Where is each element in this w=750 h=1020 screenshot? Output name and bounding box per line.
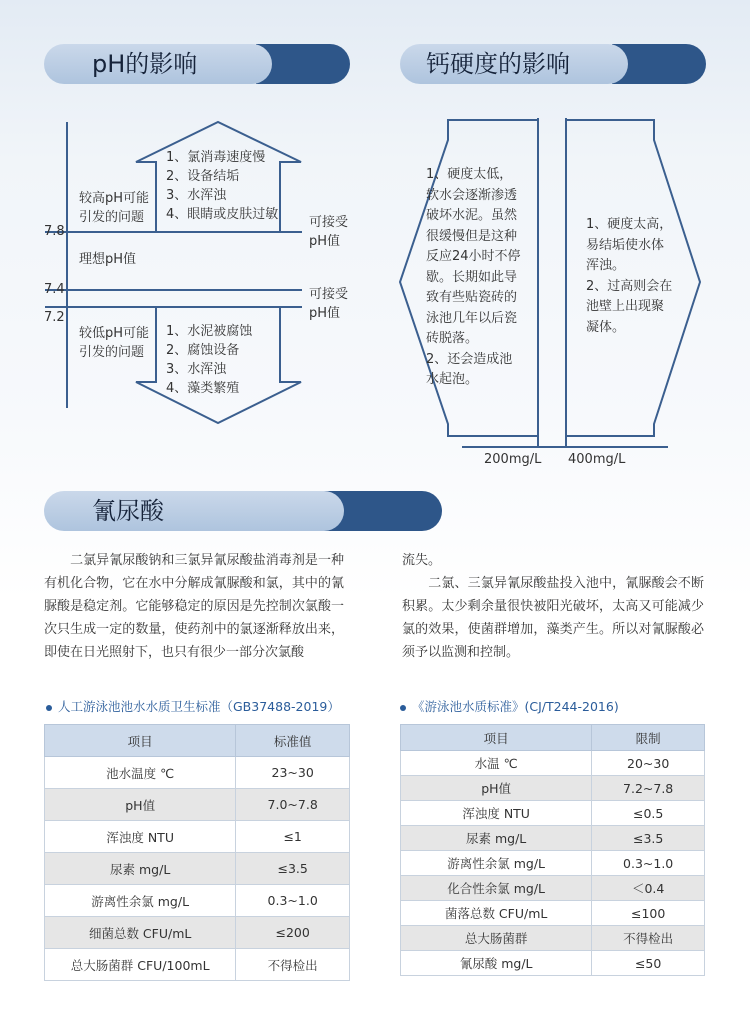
ph-acceptable-lower: 可接受 pH值 (309, 287, 349, 321)
table-row (45, 821, 350, 853)
cyanuric-banner (44, 491, 442, 531)
table-row (401, 901, 705, 926)
ph-tick-7-2: 7.2 (44, 310, 65, 325)
table-row (401, 876, 705, 901)
table-cell: ≤200 (236, 917, 350, 949)
table-cell: 0.3~1.0 (236, 885, 350, 917)
table-left-title-text: 人工游泳池池水水质卫生标准（GB37488-2019） (58, 699, 340, 714)
cyanuric-paragraph-right-start: 流失。 (402, 553, 442, 568)
ph-low-issue: 3、水浑浊 (166, 362, 227, 377)
table-left-title (46, 697, 340, 715)
table-cell: 总大肠菌群 CFU/100mL (45, 949, 236, 981)
table-cell: 池水温度 ℃ (45, 757, 236, 789)
ph-low-label: 较低pH可能 引发的问题 (79, 326, 150, 360)
ph-high-issue: 1、氯消毒速度慢 (166, 150, 266, 165)
ph-high-issue: 2、设备结垢 (166, 169, 240, 184)
table-cell: 7.0~7.8 (236, 789, 350, 821)
table-cell: 细菌总数 CFU/mL (45, 917, 236, 949)
cyanuric-paragraph-left: 二氯异氰尿酸钠和三氯异氰尿酸盐消毒剂是一种有机化合物，它在水中分解成氰脲酸和氯，其中的氰脲酸是稳定剂。它能够稳定的原因是先控制次氯酸一次只生成一定的数量，使药剂中的氯逐渐释放出来，即使在日光照射下，也只有很少一部分次氯酸 (44, 553, 344, 660)
table-row (401, 926, 705, 951)
ph-high-issue: 3、水浑浊 (166, 188, 227, 203)
table-row (45, 885, 350, 917)
table-left (44, 724, 350, 981)
cyanuric-paragraph-right: 二氯、三氯异氰尿酸盐投入池中，氰脲酸会不断积累。太少剩余量很快被阳光破坏，太高又可能减少氯的效果，使菌群增加，藻类产生。所以对氰脲酸必须予以监测和控制。 (402, 576, 704, 660)
table-cell: 浑浊度 NTU (401, 801, 592, 826)
ph-low-issue: 4、藻类繁殖 (166, 381, 240, 396)
table-cell: ＜0.4 (592, 876, 705, 901)
ph-low-issue: 1、水泥被腐蚀 (166, 324, 253, 339)
table-cell: ≤1 (236, 821, 350, 853)
calcium-mark-200: 200mg/L (484, 452, 542, 467)
table-header-cell: 项目 (401, 725, 592, 751)
ph-tick-7-8: 7.8 (44, 224, 65, 239)
table-cell: pH值 (401, 776, 592, 801)
table-row (401, 951, 705, 976)
table-cell: 7.2~7.8 (592, 776, 705, 801)
table-cell: 不得检出 (592, 926, 705, 951)
table-right-title (400, 697, 619, 715)
table-cell: 总大肠菌群 (401, 926, 592, 951)
table-row (401, 851, 705, 876)
table-right-title-text: 《游泳池水质标准》(CJ/T244-2016) (412, 699, 619, 714)
bullet-icon (46, 705, 52, 711)
table-header-cell: 项目 (45, 725, 236, 757)
table-cell: 游离性余氯 mg/L (45, 885, 236, 917)
table-row (45, 853, 350, 885)
table-cell: 0.3~1.0 (592, 851, 705, 876)
table-cell: 尿素 mg/L (45, 853, 236, 885)
table-cell: 菌落总数 CFU/mL (401, 901, 592, 926)
table-cell: 20~30 (592, 751, 705, 776)
ph-high-issue: 4、眼睛或皮肤过敏 (166, 207, 279, 222)
table-cell: 游离性余氯 mg/L (401, 851, 592, 876)
table-cell: ≤50 (592, 951, 705, 976)
table-cell: 23~30 (236, 757, 350, 789)
ph-tick-7-4: 7.4 (44, 282, 65, 297)
ph-section-title: pH的影响 (44, 44, 272, 84)
bullet-icon (400, 705, 406, 711)
table-row (45, 949, 350, 981)
table-cell: pH值 (45, 789, 236, 821)
ph-ideal-label: 理想pH值 (79, 252, 137, 267)
table-row (401, 776, 705, 801)
table-cell: 浑浊度 NTU (45, 821, 236, 853)
table-cell: ≤100 (592, 901, 705, 926)
calcium-high-text: 1、硬度太高， 易结垢使水体 浑浊。 2、过高则会在 池壁上出现聚 凝体。 (586, 217, 673, 335)
table-cell: 不得检出 (236, 949, 350, 981)
table-row (401, 801, 705, 826)
table-right (400, 724, 705, 976)
calcium-mark-400: 400mg/L (568, 452, 626, 467)
table-cell: ≤3.5 (592, 826, 705, 851)
table-row (401, 826, 705, 851)
table-cell: ≤3.5 (236, 853, 350, 885)
cyanuric-section-title: 氰尿酸 (44, 491, 344, 531)
table-row (45, 757, 350, 789)
table-header-cell: 限制 (592, 725, 705, 751)
ph-low-issue: 2、腐蚀设备 (166, 343, 240, 358)
table-cell: 尿素 mg/L (401, 826, 592, 851)
table-cell: 化合性余氯 mg/L (401, 876, 592, 901)
table-row (45, 789, 350, 821)
table-row (45, 917, 350, 949)
table-cell: ≤0.5 (592, 801, 705, 826)
ph-high-label: 较高pH可能 引发的问题 (79, 191, 150, 225)
table-cell: 氰尿酸 mg/L (401, 951, 592, 976)
calcium-section-title: 钙硬度的影响 (400, 44, 628, 84)
table-cell: 水温 ℃ (401, 751, 592, 776)
table-header-cell: 标准值 (236, 725, 350, 757)
table-row (401, 751, 705, 776)
calcium-low-text: 1、硬度太低， 软水会逐渐渗透 破坏水泥。虽然 很缓慢但是这种 反应24小时不停 歇。长期如此导 致有些贴瓷砖的 泳池几年以后瓷 砖脱落。 2、还会造成池 水起泡。 (426, 167, 521, 387)
ph-acceptable-upper: 可接受 pH值 (309, 215, 349, 249)
